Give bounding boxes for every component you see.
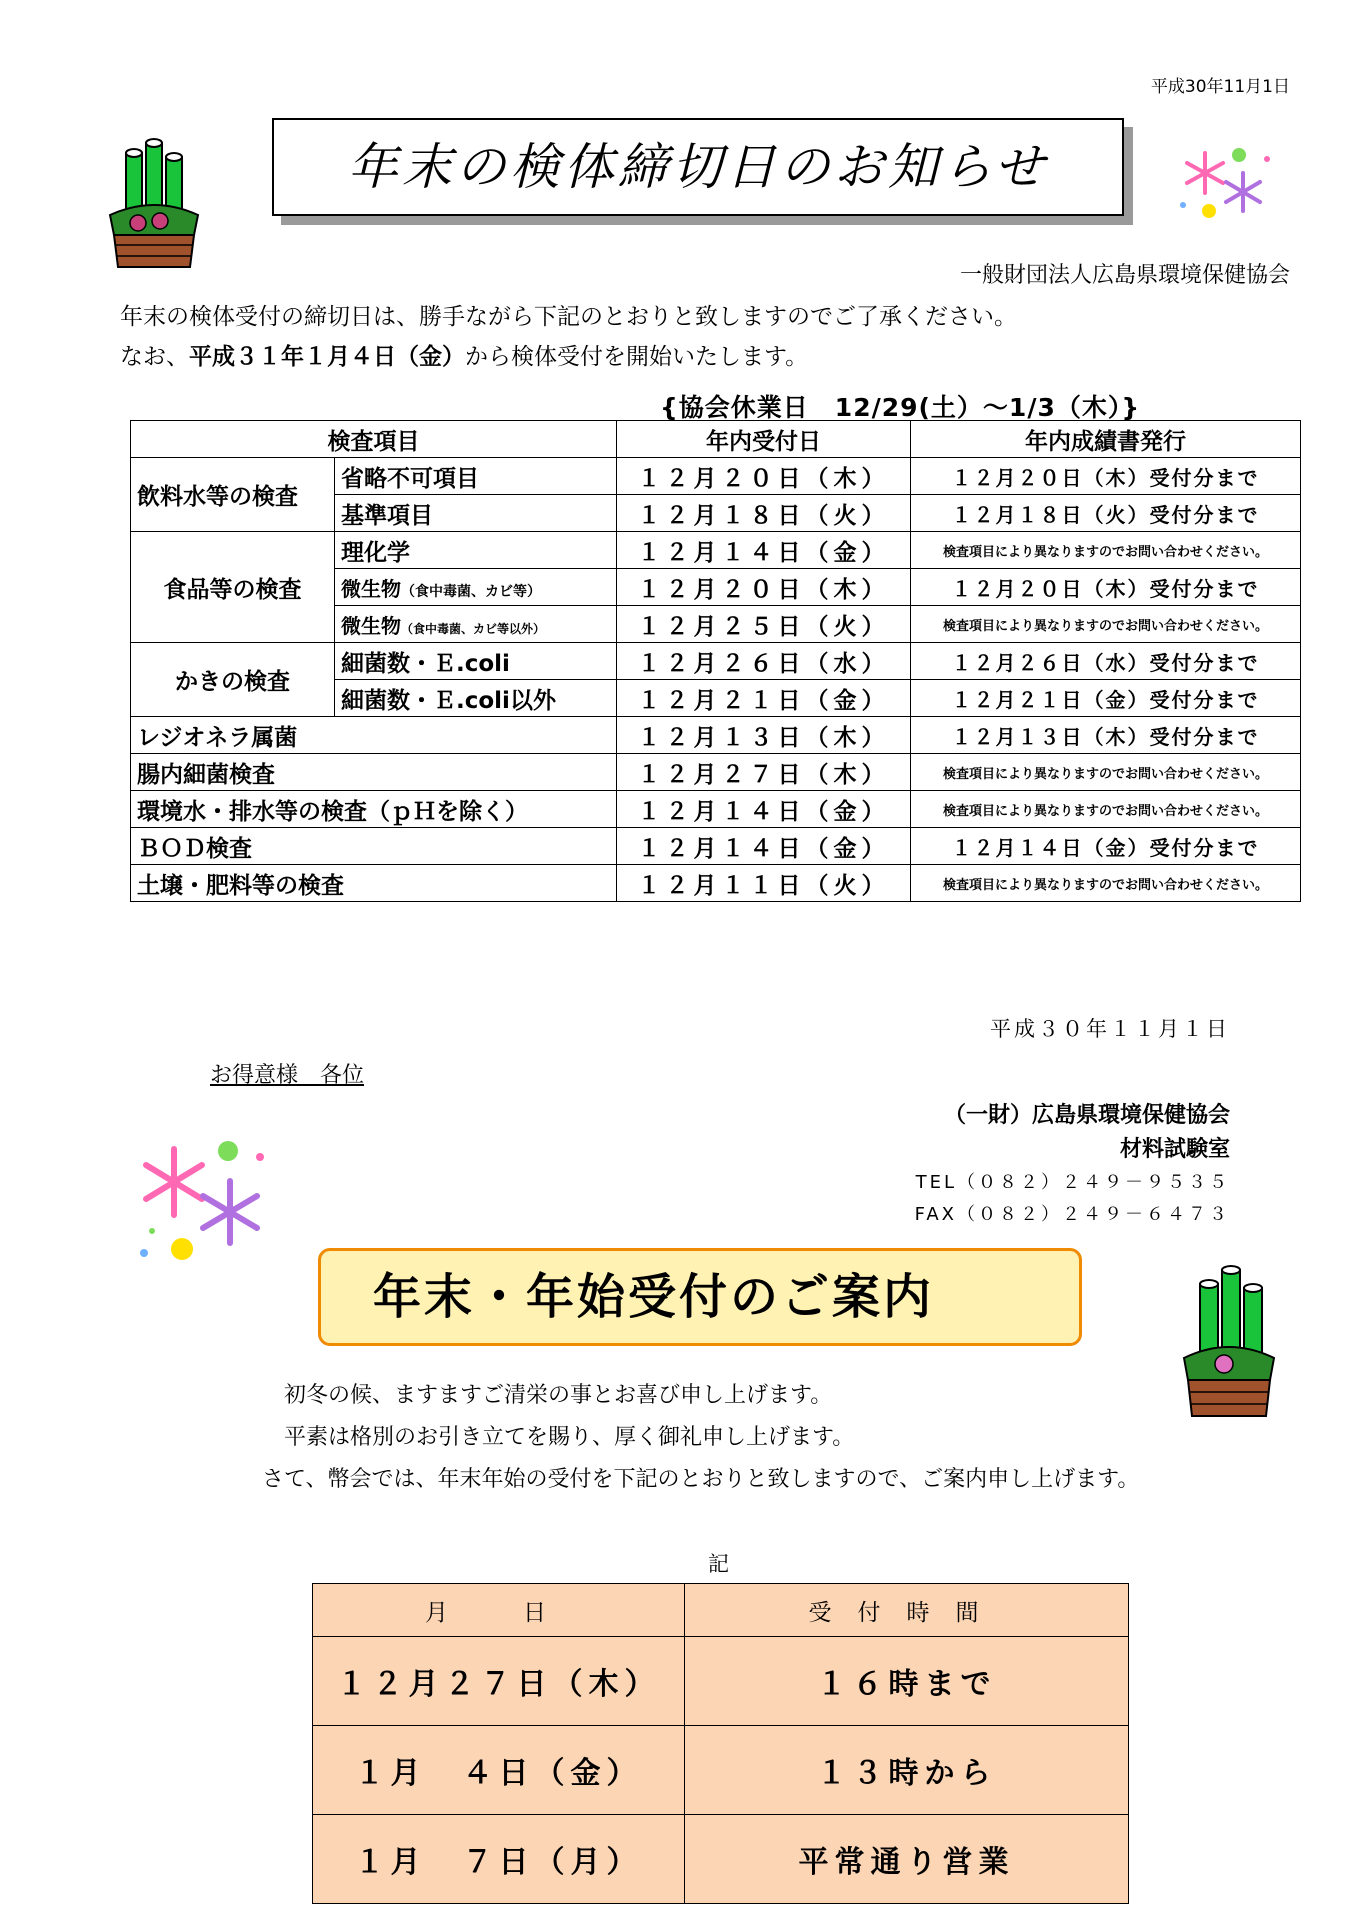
guide-org: （一財）広島県環境保健協会 (943, 1103, 1230, 1128)
snowflake-icon (1175, 145, 1285, 225)
table-row: 基準項目 １２月１８日（火） １２月１８日（火）受付分まで (131, 495, 1301, 532)
table-header: 検査項目 年内受付日 年内成績書発行 (131, 421, 1301, 458)
table-row: １月 ４日（金） １３時から (313, 1726, 1129, 1815)
guide-dept: 材料試験室 (1119, 1137, 1230, 1162)
notice-date: 平成30年11月1日 (1150, 77, 1290, 97)
kadomatsu-icon (1180, 1262, 1278, 1422)
table-row: 細菌数・Ｅ.coli以外 １２月２１日（金） １２月２１日（金）受付分まで (131, 680, 1301, 717)
snowflake-icon (132, 1135, 272, 1270)
guide-title-box (318, 1248, 1082, 1346)
guide-para-2: 平素は格別のお引き立てを賜り、厚く御礼申し上げます。 (284, 1425, 855, 1450)
deadline-table (130, 420, 1301, 902)
notice-org: 一般財団法人広島県環境保健協会 (959, 263, 1290, 288)
guide-date: 平成３０年１１月１日 (990, 1017, 1230, 1041)
notice-intro-2: なお、平成３１年１月４日（金）から検体受付を開始いたします。 (120, 344, 809, 370)
table-row: 腸内細菌検査 １２月２７日（木） 検査項目により異なりますのでお問い合わせください。 (131, 754, 1301, 791)
table-row: 土壌・肥料等の検査 １２月１１日（火） 検査項目により異なりますのでお問い合わせください。 (131, 865, 1301, 902)
ki-label: 記 (708, 1552, 729, 1576)
holiday-note: {協会休業日 12/29(土）～1/3（木）} (660, 393, 1141, 422)
table-row: ＢＯＤ検査 １２月１４日（金） １２月１４日（金）受付分まで (131, 828, 1301, 865)
guide-para-3: さて、幣会では、年末年始の受付を下記のとおりと致しますので、ご案内申し上げます。 (262, 1467, 1140, 1492)
hours-table (312, 1583, 1129, 1904)
kadomatsu-icon (100, 135, 208, 275)
table-row: かきの検査 細菌数・Ｅ.coli １２月２６日（水） １２月２６日（水）受付分まで (131, 643, 1301, 680)
table-row: 食品等の検査 理化学 １２月１４日（金） 検査項目により異なりますのでお問い合わせください。 (131, 532, 1301, 569)
table-row: １月 ７日（月） 平常通り営業 (313, 1815, 1129, 1904)
notice-title-box (272, 118, 1124, 216)
notice-intro-1: 年末の検体受付の締切日は、勝手ながら下記のとおりと致しますのでご了承ください。 (120, 304, 1017, 330)
group-food: 食品等の検査 (131, 532, 335, 643)
guide-title: 年末・年始受付のご案内 (373, 1269, 935, 1325)
table-row: １２月２７日（木） １６時まで (313, 1637, 1129, 1726)
table-row: レジオネラ属菌 １２月１３日（木） １２月１３日（木）受付分まで (131, 717, 1301, 754)
notice-title: 年末の検体締切日のお知らせ (347, 138, 1049, 196)
table-row: 環境水・排水等の検査（ｐＨを除く） １２月１４日（金） 検査項目により異なりますのでお問い合わせください。 (131, 791, 1301, 828)
greeting: お得意様 各位 (210, 1063, 365, 1088)
table-row: 微生物（食中毒菌、カビ等） １２月２０日（木） １２月２０日（木）受付分まで (131, 569, 1301, 606)
group-drink: 飲料水等の検査 (131, 458, 335, 532)
guide-fax: FAX（０８２）２４９－６４７３ (914, 1204, 1230, 1225)
guide-tel: TEL（０８２）２４９－９５３５ (915, 1172, 1230, 1193)
table-row: 微生物（食中毒菌、カビ等以外） １２月２５日（火） 検査項目により異なりますのでお問い合わせください。 (131, 606, 1301, 643)
restart-date: 平成３１年１月４日（金） (189, 344, 465, 370)
group-oyster: かきの検査 (131, 643, 335, 717)
table-header: 月 日 受付時間 (313, 1584, 1129, 1637)
guide-para-1: 初冬の候、ますますご清栄の事とお喜び申し上げます。 (284, 1383, 833, 1408)
table-row: 飲料水等の検査 省略不可項目 １２月２０日（木） １２月２０日（木）受付分まで (131, 458, 1301, 495)
